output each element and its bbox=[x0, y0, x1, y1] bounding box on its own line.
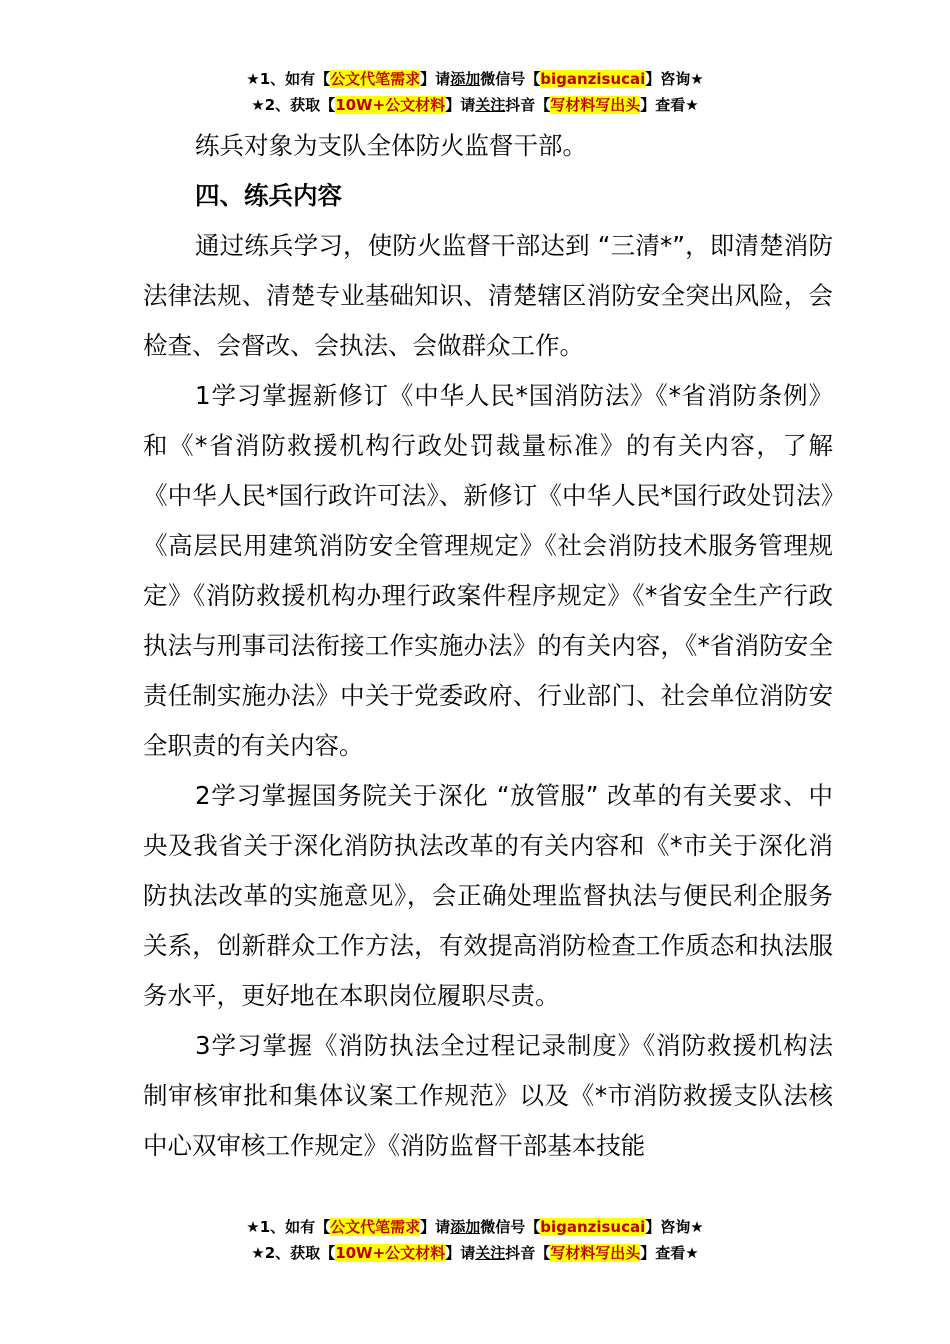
banner-line-2 bbox=[0, 1240, 950, 1266]
paragraph: 2学习掌握国务院关于深化 “放管服” 改革的有关要求、中央及我省关于深化消防执法改革的有关内容和《*市关于深化消防执法改革的实施意见》，会正确处理监督执法与便民利企服务关系，创新群众工作方法，有效提高消防检查工作质态和执法服务水平，更好地在本职岗位履职尽责。 bbox=[143, 781, 833, 1010]
banner-text: 】咨询★ bbox=[645, 1218, 704, 1236]
document-body bbox=[143, 121, 833, 1171]
paragraph: 练兵对象为支队全体防火监督干部。 bbox=[195, 131, 587, 160]
banner-emphasis: 添加 bbox=[450, 1218, 481, 1236]
banner-text: 微信号【 bbox=[480, 70, 541, 88]
banner-highlight: biganzisucai bbox=[540, 70, 646, 88]
banner-text: 】咨询★ bbox=[645, 70, 704, 88]
banner-highlight: 10W+公文材料 bbox=[335, 96, 446, 114]
banner-highlight: 写材料写出头 bbox=[550, 96, 641, 114]
banner-text: 微信号【 bbox=[480, 1218, 541, 1236]
banner-emphasis: 关注 bbox=[475, 1244, 506, 1262]
paragraph: 1学习掌握新修订《中华人民*国消防法》《*省消防条例》和《*省消防救援机构行政处罚裁量标准》的有关内容，了解《中华人民*国行政许可法》、新修订《中华人民*国行政处罚法》《高层民用建筑消防安全管理规定》《社会消防技术服务管理规定》《消防救援机构办理行政案件程序规定》《*省安全生产行政执法与刑事司法衔接工作实施办法》的有关内容，《*省消防安全责任制实施办法》中关于党委政府、行业部门、社会单位消防安全职责的有关内容。 bbox=[143, 381, 833, 760]
banner-emphasis: 关注 bbox=[475, 96, 506, 114]
banner-highlight: 公文代笔需求 bbox=[330, 1218, 421, 1236]
paragraph: 通过练兵学习，使防火监督干部达到 “三清*”，即清楚消防法律法规、清楚专业基础知识、清楚辖区消防安全突出风险，会检查、会督改、会执法、会做群众工作。 bbox=[143, 231, 833, 360]
banner-text: 】请 bbox=[420, 1218, 451, 1236]
footer-banner bbox=[0, 1214, 950, 1266]
banner-line-2 bbox=[0, 92, 950, 118]
section-heading: 四、练兵内容 bbox=[195, 181, 342, 210]
banner-text: ★1、如有【 bbox=[246, 1218, 331, 1236]
header-banner bbox=[0, 66, 950, 118]
banner-text: 抖音【 bbox=[505, 96, 551, 114]
banner-text: 】查看★ bbox=[640, 96, 699, 114]
banner-text: ★2、获取【 bbox=[251, 96, 336, 114]
banner-highlight: 写材料写出头 bbox=[550, 1244, 641, 1262]
banner-text: ★1、如有【 bbox=[246, 70, 331, 88]
banner-text: 】请 bbox=[445, 96, 476, 114]
banner-text: ★2、获取【 bbox=[251, 1244, 336, 1262]
banner-text: 】请 bbox=[420, 70, 451, 88]
banner-line-1 bbox=[0, 1214, 950, 1240]
paragraph: 3学习掌握《消防执法全过程记录制度》《消防救援机构法制审核审批和集体议案工作规范》以及《*市消防救援支队法核中心双审核工作规定》《消防监督干部基本技能 bbox=[143, 1031, 833, 1160]
banner-highlight: 公文代笔需求 bbox=[330, 70, 421, 88]
banner-highlight: 10W+公文材料 bbox=[335, 1244, 446, 1262]
banner-text: 抖音【 bbox=[505, 1244, 551, 1262]
banner-emphasis: 添加 bbox=[450, 70, 481, 88]
banner-line-1 bbox=[0, 66, 950, 92]
banner-highlight: biganzisucai bbox=[540, 1218, 646, 1236]
banner-text: 】请 bbox=[445, 1244, 476, 1262]
banner-text: 】查看★ bbox=[640, 1244, 699, 1262]
